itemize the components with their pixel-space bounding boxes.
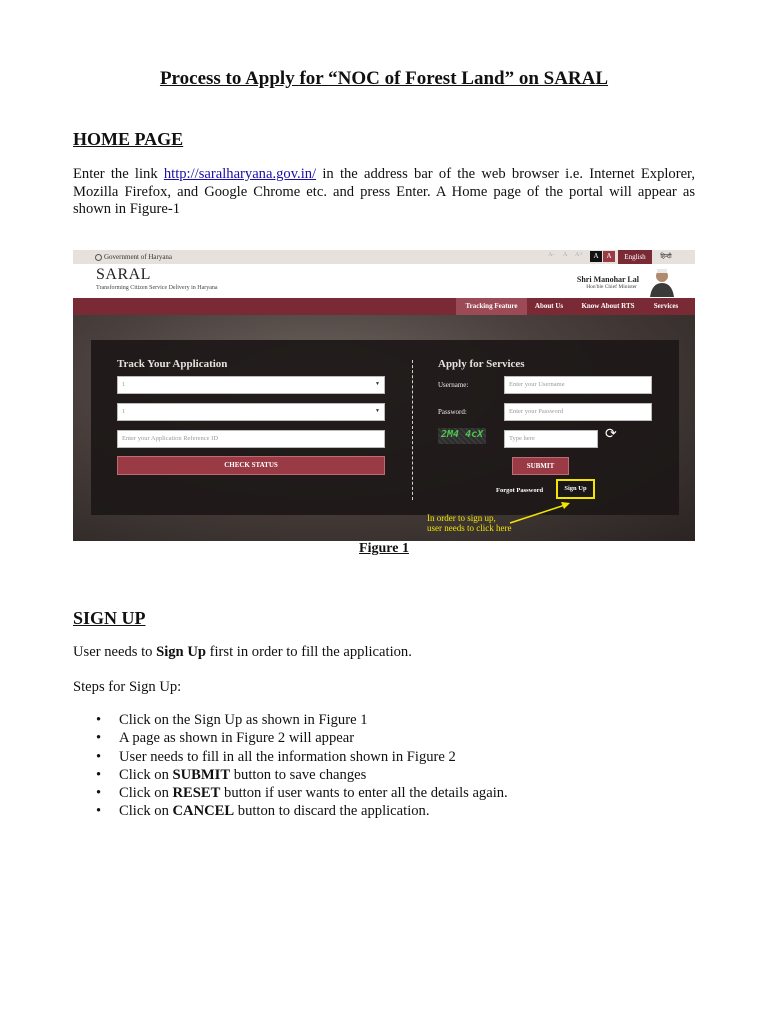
sign-up-bold: Sign Up [156,644,206,660]
captcha-input[interactable]: Type here [504,430,598,448]
bullet: • [96,766,102,783]
home-page-heading: HOME PAGE [73,129,184,149]
gov-topbar [73,250,695,264]
step-text: Click on [119,766,173,783]
bullet: • [96,730,102,747]
document-title: Process to Apply for “NOC of Forest Land” on SARAL [159,68,609,89]
check-status-button[interactable]: CHECK STATUS [117,456,385,475]
captcha-image: 2M4 4cX [438,428,486,444]
step-text-cont: button if user wants to enter all the details again. [220,785,508,802]
password-label: Password: [438,408,467,416]
step-bold: SUBMIT [172,766,231,783]
sign-up-heading: SIGN UP [73,608,146,628]
chevron-down-icon: ▼ [375,382,380,387]
saral-nav [73,298,695,315]
figure-caption: Figure 1 [359,541,409,556]
step-bold: RESET [172,785,221,802]
list-item [73,729,508,747]
home-paragraph [73,166,695,219]
sign-up-paragraph [73,644,695,662]
chevron-down-icon: ▼ [375,409,380,414]
list-item [73,711,508,729]
dark-contrast-button[interactable]: A [590,251,602,262]
sign-up-text: User needs to [73,644,157,660]
step-text: A page as shown in Figure 2 will appear [119,730,355,747]
list-item [73,784,508,802]
cm-title: Hon'ble Chief Minister [586,284,637,290]
figure-1-screenshot [73,250,695,541]
reference-id-input[interactable]: Enter your Application Reference ID [117,430,385,448]
nav-about-us[interactable]: About Us [534,302,564,310]
saral-hero [73,315,695,541]
home-paragraph-text: Enter the link [73,166,164,182]
step-text-cont: button to save changes [230,766,367,783]
annotation-line-2: user needs to click here [427,523,512,533]
saral-link[interactable]: http://saralharyana.gov.in/ [163,166,317,182]
font-decrease-button[interactable]: A- [548,252,555,258]
list-item [73,748,508,766]
step-text: Click on the Sign Up as shown in Figure 1 [119,712,368,728]
gov-text: Government of Haryana [104,253,173,261]
saral-logo[interactable]: SARAL [96,266,151,283]
annotation-arrow-icon [73,315,695,541]
nav-services[interactable]: Services [653,302,679,310]
list-item [73,802,508,820]
apply-heading: Apply for Services [438,358,525,370]
gov-label [95,253,172,261]
password-input[interactable]: Enter your Password [504,403,652,421]
steps-intro: Steps for Sign Up: [73,679,182,695]
track-select-1-value: 1 [122,381,126,388]
saral-tagline: Transforming Citizen Service Delivery in Haryana [96,285,218,291]
annotation-line-1: In order to sign up, [427,513,496,523]
username-label: Username: [438,381,469,389]
step-text: Click on [119,803,173,820]
bullet: • [96,785,102,802]
saral-header [73,264,695,298]
bullet: • [96,712,102,728]
username-input[interactable]: Enter your Username [504,376,652,394]
cm-photo-icon [646,266,678,297]
list-item [73,766,508,784]
forgot-password-link[interactable]: Forgot Password [496,487,544,494]
emblem-icon [95,254,102,261]
step-text: Click on [119,785,173,802]
track-heading: Track Your Application [117,358,228,370]
sign-up-text-cont: first in order to fill the application. [205,644,412,660]
step-text: User needs to fill in all the information shown in Figure 2 [119,748,456,765]
bullet: • [96,748,102,765]
submit-button[interactable]: SUBMIT [512,457,569,475]
refresh-captcha-icon[interactable]: ⟳ [605,426,617,442]
hindi-button[interactable]: हिन्दी [660,253,672,260]
annotation-text [427,513,511,533]
cm-name: Shri Manohar Lal [576,275,639,284]
home-paragraph-text-cont: in the address bar of the web browser i.e. Internet Explorer, Mozilla Firefox, and Google Chrome etc. and press Enter. A Home page of the portal will appear as shown in Figure-1 [73,166,695,217]
nav-tracking-feature[interactable]: Tracking Feature [456,298,527,315]
nav-know-about-rts[interactable]: Know About RTS [581,302,635,310]
step-text-cont: button to discard the application. [234,803,430,820]
maroon-contrast-button[interactable]: A [603,251,615,262]
font-normal-button[interactable]: A [563,252,568,258]
steps-list [73,711,508,821]
font-increase-button[interactable]: A+ [575,252,583,258]
sign-up-button[interactable]: Sign Up [556,479,595,499]
track-select-2-value: 1 [122,408,126,415]
bullet: • [96,803,102,820]
english-button[interactable]: English [618,250,652,264]
step-bold: CANCEL [172,803,235,820]
